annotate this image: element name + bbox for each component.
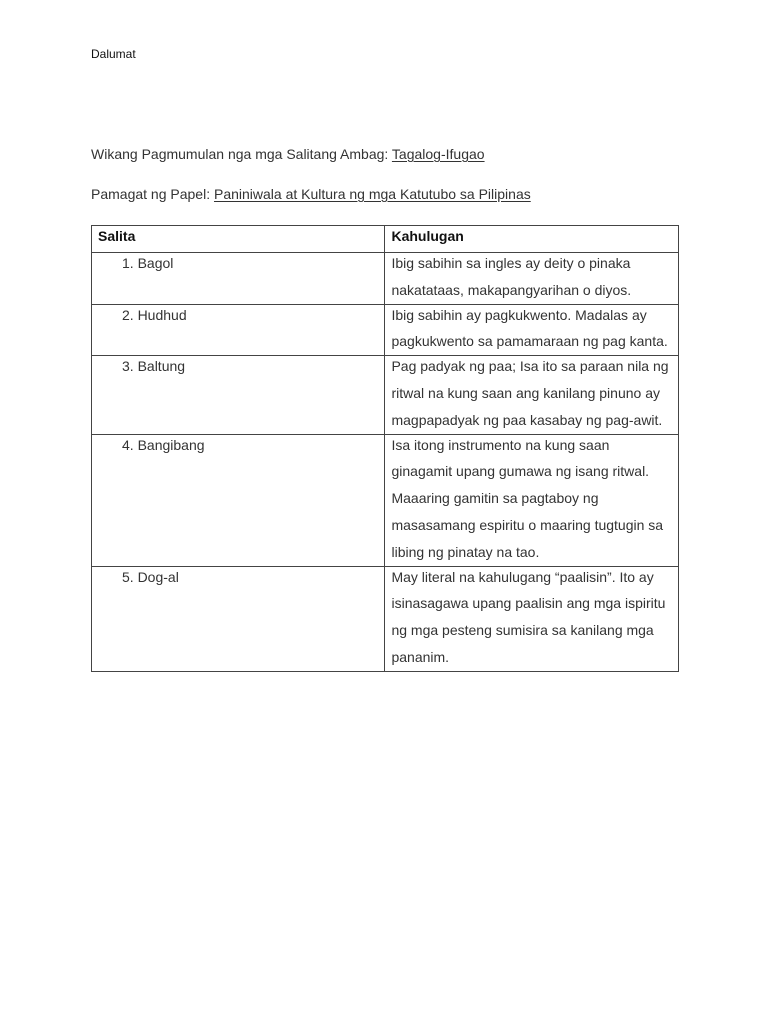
table-row <box>92 304 679 356</box>
table-row <box>92 434 679 566</box>
meaning-cell <box>385 356 679 434</box>
word-cell: 2. Hudhud <box>92 304 385 356</box>
source-language-value: Tagalog-Ifugao <box>391 146 485 162</box>
table-row <box>92 356 679 434</box>
meaning-text: Pag padyak ng paa; Isa ito sa paraan nila ng ritwal na kung saan ang kanilang pinuno ay magpapadyak ng paa kasabay ng pag-awit. <box>391 358 669 428</box>
meaning-cell <box>385 434 679 566</box>
word-cell: 5. Dog-al <box>92 566 385 671</box>
meaning-cell <box>385 566 679 671</box>
meaning-text: Ibig sabihin sa ingles ay deity o pinaka nakatataas, makapangyarihan o diyos. <box>391 255 632 298</box>
meaning-cell <box>385 304 679 356</box>
table-row <box>92 566 679 671</box>
meaning-text: May literal na kahulugang “paalisin”. Ito ay isinasagawa upang paalisin ang mga ispiritu ng mga pesteng sumisira sa kanilang mga pananim. <box>391 568 666 665</box>
paper-title-label: Pamagat ng Papel: <box>91 186 214 202</box>
word-cell: 1. Bagol <box>92 253 385 305</box>
document-header: Dalumat <box>91 47 136 61</box>
source-language-label: Wikang Pagmumulan nga mga Salitang Ambag: <box>91 146 392 162</box>
meaning-text: Isa itong instrumento na kung saan ginagamit upang gumawa ng isang ritwal. Maaaring gamitin sa pagtaboy ng masasamang espiritu o maaring tugtugin sa libing ng pinatay na tao. <box>391 436 664 560</box>
source-language-line <box>91 146 485 162</box>
column-header-salita: Salita <box>92 226 385 253</box>
meaning-cell <box>385 253 679 305</box>
word-cell: 4. Bangibang <box>92 434 385 566</box>
table-row <box>92 253 679 305</box>
paper-title-line <box>91 186 531 202</box>
column-header-kahulugan: Kahulugan <box>385 226 679 253</box>
vocabulary-table <box>91 225 679 672</box>
paper-title-value: Paniniwala at Kultura ng mga Katutubo sa Pilipinas <box>213 186 531 202</box>
table-header-row <box>92 226 679 253</box>
meaning-text: Ibig sabihin ay pagkukwento. Madalas ay pagkukwento sa pamamaraan ng pag kanta. <box>391 306 668 350</box>
word-cell: 3. Baltung <box>92 356 385 434</box>
